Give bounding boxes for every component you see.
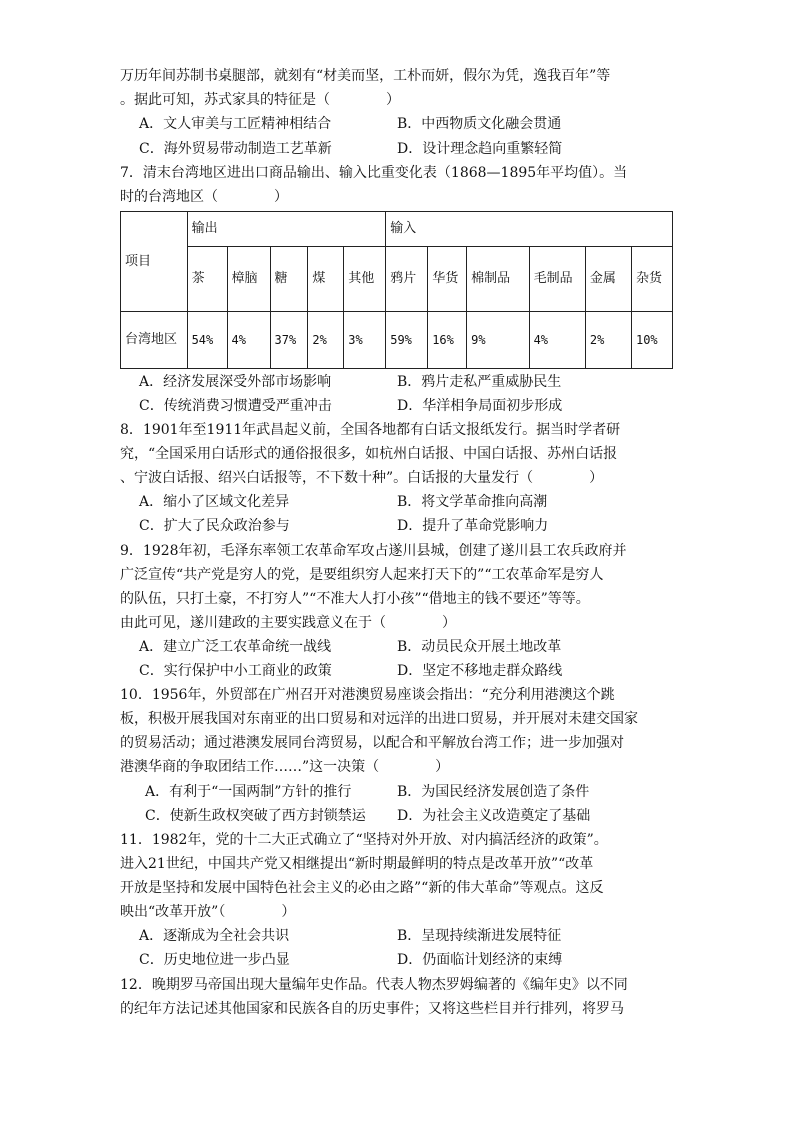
import-val-opium: 59% <box>386 312 428 369</box>
export-val-sugar: 37% <box>270 312 308 369</box>
q6-line-1: 万历年间苏制书桌腿部，就刻有“材美而坚，工朴而妍，假尔为凭，逸我百年”等 <box>120 68 611 84</box>
export-val-camphor: 4% <box>227 312 270 369</box>
q9-line-1: 9．1928年初，毛泽东率领工农革命军攻占遂川县城，创建了遂川县工农兵政府并 <box>120 543 627 559</box>
export-val-coal: 2% <box>308 312 344 369</box>
export-col-camphor: 樟脑 <box>227 247 270 312</box>
q10-line-3: 的贸易活动；通过港澳发展同台湾贸易，以配合和平解放台湾工作；进一步加强对 <box>120 735 624 751</box>
q10-line-4: 港澳华商的争取团结工作……”这一决策（ ） <box>120 759 450 775</box>
q9-option-c: C．实行保护中小工商业的政策 <box>139 663 332 679</box>
export-header: 输出 <box>187 212 386 247</box>
q10-line-1: 10．1956年，外贸部在广州召开对港澳贸易座谈会指出：“充分利用港澳这个跳 <box>120 687 615 703</box>
export-col-coal: 煤 <box>308 247 344 312</box>
row-label-taiwan: 台湾地区 <box>121 312 188 369</box>
item-header: 项目 <box>121 212 188 312</box>
import-val-chinese-goods: 16% <box>428 312 467 369</box>
q11-option-a: A．逐渐成为全社会共识 <box>139 928 290 944</box>
q10-line-2: 板，积极开展我国对东南亚的出口贸易和对远洋的出进口贸易，并开展对未建交国家 <box>120 711 638 727</box>
q8-option-a: A．缩小了区域文化差异 <box>139 494 290 510</box>
q11-line-3: 开放是坚持和发展中国特色社会主义的必由之路”“新的伟大革命”等观点。这反 <box>120 880 604 896</box>
q9-option-d: D．坚定不移地走群众路线 <box>397 663 563 679</box>
export-col-tea: 茶 <box>187 247 227 312</box>
import-col-misc: 杂货 <box>631 247 672 312</box>
q11-option-d: D．仍面临计划经济的束缚 <box>397 952 563 968</box>
q9-line-2: 广泛宣传“共产党是穷人的党，是要组织穷人起来打天下的”“工农革命军是穷人 <box>120 567 604 583</box>
q11-option-c: C．历史地位进一步凸显 <box>139 952 290 968</box>
q7-option-c: C．传统消费习惯遭受严重冲击 <box>139 398 332 414</box>
import-val-wool: 4% <box>529 312 585 369</box>
import-val-metal: 2% <box>585 312 631 369</box>
q9-option-b: B．动员民众开展土地改革 <box>397 639 562 655</box>
export-col-other: 其他 <box>344 247 386 312</box>
q10-option-c: C．使新生政权突破了西方封锁禁运 <box>145 808 366 824</box>
q9-line-4: 由此可见，遂川建政的主要实践意义在于（ ） <box>120 615 456 631</box>
export-col-sugar: 糖 <box>270 247 308 312</box>
q6-option-b: B．中西物质文化融会贯通 <box>397 116 562 132</box>
q7-option-a: A．经济发展深受外部市场影响 <box>139 374 332 390</box>
q11-line-1: 11．1982年，党的十二大正式确立了“坚持对外开放、对内搞活经济的政策”。 <box>120 832 608 848</box>
q8-option-b: B．将文学革命推向高潮 <box>397 494 548 510</box>
q12-line-1: 12．晚期罗马帝国出现大量编年史作品。代表人物杰罗姆编著的《编年史》以不同 <box>120 977 628 993</box>
q6-option-d: D．设计理念趋向重繁轻简 <box>397 141 563 157</box>
import-header: 输入 <box>386 212 673 247</box>
export-val-other: 3% <box>344 312 386 369</box>
q11-line-4: 映出“改革开放”（ ） <box>120 904 296 920</box>
import-col-chinese-goods: 华货 <box>428 247 467 312</box>
q6-option-c: C．海外贸易带动制造工艺革新 <box>139 141 332 157</box>
q11-option-b: B．呈现持续渐进发展特征 <box>397 928 562 944</box>
q8-line-3: 、宁波白话报、绍兴白话报等，不下数十种”。白话报的大量发行（ ） <box>120 470 604 486</box>
q9-option-a: A．建立广泛工农革命统一战线 <box>139 639 332 655</box>
q7-option-b: B．鸦片走私严重威胁民生 <box>397 374 562 390</box>
import-val-cotton: 9% <box>467 312 529 369</box>
q8-option-d: D．提升了革命党影响力 <box>397 518 549 534</box>
q7-line-2: 时的台湾地区（ ） <box>120 189 288 205</box>
import-col-cotton: 棉制品 <box>467 247 529 312</box>
q8-option-c: C．扩大了民众政治参与 <box>139 518 290 534</box>
import-val-misc: 10% <box>631 312 672 369</box>
q8-line-1: 8．1901年至1911年武昌起义前，全国各地都有白话文报纸发行。据当时学者研 <box>120 422 621 438</box>
q8-line-2: 究，“全国采用白话形式的通俗报很多，如杭州白话报、中国白话报、苏州白话报 <box>120 446 618 462</box>
import-col-opium: 鸦片 <box>386 247 428 312</box>
q7-line-1: 7．清末台湾地区进出口商品输出、输入比重变化表（1868—1895年平均值）。当 <box>120 165 628 181</box>
q6-line-2: 。据此可知，苏式家具的特征是（ ） <box>120 92 400 108</box>
q6-option-a: A．文人审美与工匠精神相结合 <box>139 116 332 132</box>
import-col-metal: 金属 <box>585 247 631 312</box>
import-col-wool: 毛制品 <box>529 247 585 312</box>
export-val-tea: 54% <box>187 312 227 369</box>
q10-option-d: D．为社会主义改造奠定了基础 <box>397 808 591 824</box>
trade-ratio-table <box>120 211 673 369</box>
q12-line-2: 的纪年方法记述其他国家和民族各自的历史事件；又将这些栏目并行排列，将罗马 <box>120 1001 624 1017</box>
q11-line-2: 进入21世纪，中国共产党又相继提出“新时期最鲜明的特点是改革开放”“改革 <box>120 856 594 872</box>
q10-option-a: A．有利于“一国两制”方针的推行 <box>145 784 352 800</box>
q9-line-3: 的队伍，只打土豪，不打穷人”“不准大人打小孩”“借地主的钱不要还”等等。 <box>120 591 590 607</box>
q10-option-b: B．为国民经济发展创造了条件 <box>397 784 590 800</box>
q7-option-d: D．华洋相争局面初步形成 <box>397 398 563 414</box>
